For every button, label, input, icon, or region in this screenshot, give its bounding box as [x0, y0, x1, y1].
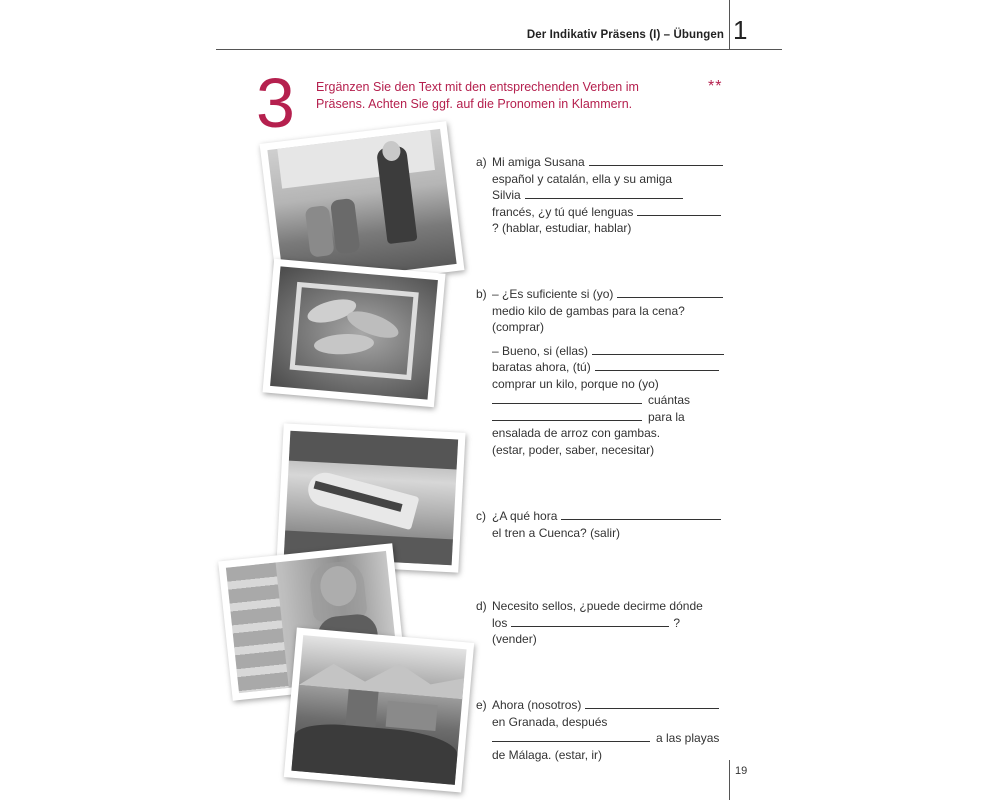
answer-blank[interactable]: [592, 343, 724, 355]
item-text: (estar, poder, saber, necesitar): [492, 442, 655, 457]
alhambra-photo: [284, 628, 474, 793]
exercise-item-d: [476, 598, 703, 648]
footer-divider: [729, 760, 730, 800]
answer-blank[interactable]: [492, 730, 650, 742]
item-text: ¿A qué hora: [492, 509, 558, 523]
item-text: español y catalán, ella y su amiga: [492, 171, 673, 186]
header-rule: [216, 49, 782, 50]
exercise-number: 3: [256, 64, 295, 142]
item-text: Necesito sellos, ¿puede decirme dónde: [492, 599, 703, 613]
answer-blank[interactable]: [525, 187, 683, 199]
instruction-line: Präsens. Achten Sie ggf. auf die Pronomen in Klammern.: [316, 97, 633, 111]
exercise-item-e: [476, 697, 719, 763]
answer-blank[interactable]: [617, 286, 723, 298]
shrimp-photo: [262, 259, 445, 407]
exercise-item-c: [476, 508, 721, 541]
answer-blank[interactable]: [585, 697, 719, 709]
item-letter: e): [476, 698, 487, 712]
item-text: en Granada, después: [492, 714, 608, 729]
item-text: ?: [673, 615, 681, 630]
item-text: para la: [648, 409, 685, 424]
item-text: Silvia: [492, 188, 521, 202]
answer-blank[interactable]: [561, 508, 721, 520]
answer-blank[interactable]: [637, 204, 721, 216]
item-text: Mi amiga Susana: [492, 155, 585, 169]
answer-blank[interactable]: [492, 392, 642, 404]
answer-blank[interactable]: [511, 615, 669, 627]
chapter-number: 1: [733, 15, 748, 45]
item-text: baratas ahora, (tú): [492, 360, 591, 374]
item-text: cuántas: [648, 393, 691, 407]
item-text: francés, ¿y tú qué lenguas: [492, 204, 634, 219]
answer-blank[interactable]: [492, 409, 642, 421]
item-text: comprar un kilo, porque no (yo): [492, 376, 659, 391]
item-letter: a): [476, 155, 487, 169]
page-header-title: Der Indikativ Präsens (I) – Übungen: [526, 29, 724, 41]
item-text: – Bueno, si (ellas): [492, 343, 589, 358]
item-text: Ahora (nosotros): [492, 698, 582, 712]
item-text: los: [492, 615, 508, 630]
item-text: el tren a Cuenca? (salir): [492, 525, 621, 540]
difficulty-stars: **: [708, 78, 723, 95]
exercise-item-b: [476, 286, 724, 458]
item-text: (comprar): [492, 320, 545, 334]
item-letter: d): [476, 599, 487, 613]
item-text: medio kilo de gambas para la cena?: [492, 303, 685, 318]
exercise-instruction: [316, 79, 676, 113]
item-text: de Málaga. (estar, ir): [492, 747, 603, 762]
chapter-divider: [729, 0, 730, 49]
item-text: – ¿Es suficiente si (yo): [492, 287, 614, 301]
item-text: a las playas: [656, 731, 720, 745]
instruction-line: Ergänzen Sie den Text mit den entsprechenden Verben im: [316, 80, 639, 94]
item-letter: c): [476, 509, 486, 523]
item-letter: b): [476, 287, 487, 301]
page-number: 19: [735, 765, 748, 777]
item-text: (vender): [492, 632, 537, 646]
exercise-item-a: [476, 154, 723, 237]
item-text: ensalada de arroz con gambas.: [492, 426, 661, 440]
answer-blank[interactable]: [589, 154, 723, 166]
item-text: ? (hablar, estudiar, hablar): [492, 221, 632, 235]
answer-blank[interactable]: [595, 359, 719, 371]
